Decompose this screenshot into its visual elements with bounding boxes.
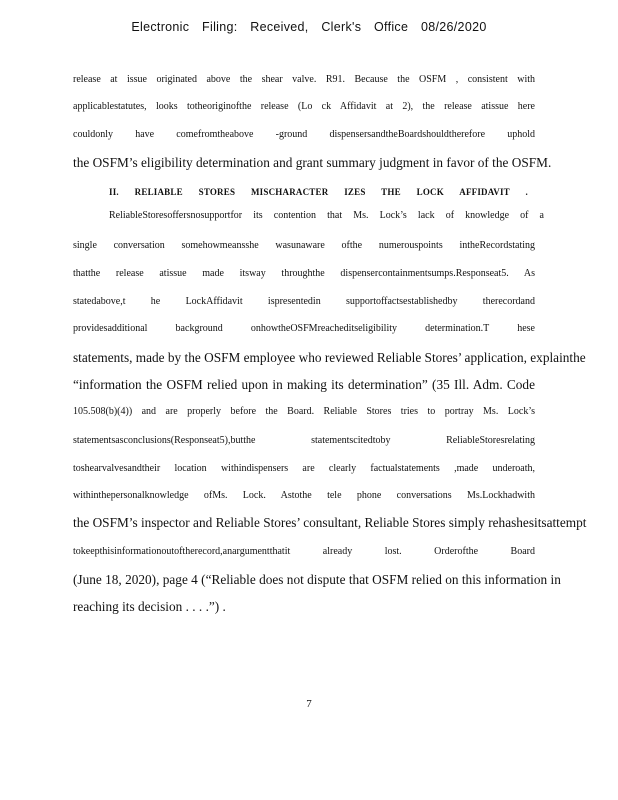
body-line-9: statedabove,t he LockAffidavit ispresentedin supportoffactsestablishedby therecordand bbox=[73, 296, 535, 307]
body-line-15: toshearvalvesandtheir location withindispensers are clearly factualstatements ,made underoath, bbox=[73, 463, 535, 474]
body-line-12: “information the OSFM relied upon in making its determination” (35 Ill. Adm. Code bbox=[73, 377, 535, 392]
body-line-2: applicablestatutes, looks totheoriginofthe release (Lo ck Affidavit at 2), the release atissue here bbox=[73, 101, 535, 112]
body-line-4: the OSFM’s eligibility determination and grant summary judgment in favor of the OSFM. bbox=[73, 155, 552, 170]
body-line-14: statementsasconclusions(Responseat5),butthe statementscitedtoby ReliableStoresrelating bbox=[73, 435, 535, 446]
body-line-10: providesadditional background onhowtheOSFMreacheditseligibility determination.T hese bbox=[73, 323, 535, 334]
body-line-18: tokeepthisinformationoutoftherecord,anargumentthatit already lost. Orderofthe Board bbox=[73, 546, 535, 557]
body-line-16: withinthepersonalknowledge ofMs. Lock. Astothe tele phone conversations Ms.Lockhadwith bbox=[73, 490, 535, 501]
body-line-19: (June 18, 2020), page 4 (“Reliable does not dispute that OSFM relied on this information in bbox=[73, 572, 561, 587]
body-line-20: reaching its decision . . . .”) . bbox=[73, 599, 226, 614]
page-number: 7 bbox=[306, 698, 312, 710]
body-line-6: ReliableStoresoffersnosupportfor its contention that Ms. Lock’s lack of knowledge of a bbox=[109, 210, 544, 221]
body-line-17: the OSFM’s inspector and Reliable Stores’ consultant, Reliable Stores simply rehashesitsattempt bbox=[73, 515, 587, 530]
body-line-8: thatthe release atissue made itsway throughthe dispensercontainmentsumps.Responseat5. As bbox=[73, 268, 535, 279]
body-line-11: statements, made by the OSFM employee who reviewed Reliable Stores’ application, explainthe bbox=[73, 350, 586, 365]
body-line-1: release at issue originated above the shear valve. R91. Because the OSFM , consistent with bbox=[73, 74, 535, 85]
filing-header: Electronic Filing: Received, Clerk's Office 08/26/2020 bbox=[131, 20, 487, 34]
body-line-7: single conversation somehowmeansshe wasunaware ofthe numerouspoints intheRecordstating bbox=[73, 240, 535, 251]
section-heading: II. RELIABLE STORES MISCHARACTER IZES THE LOCK AFFIDAVIT . bbox=[109, 187, 528, 197]
body-line-3: couldonly have comefromtheabove -ground dispensersandtheBoardshouldtherefore uphold bbox=[73, 129, 535, 140]
body-line-13: 105.508(b)(4)) and are properly before the Board. Reliable Stores tries to portray Ms. Lock’s bbox=[73, 406, 535, 417]
